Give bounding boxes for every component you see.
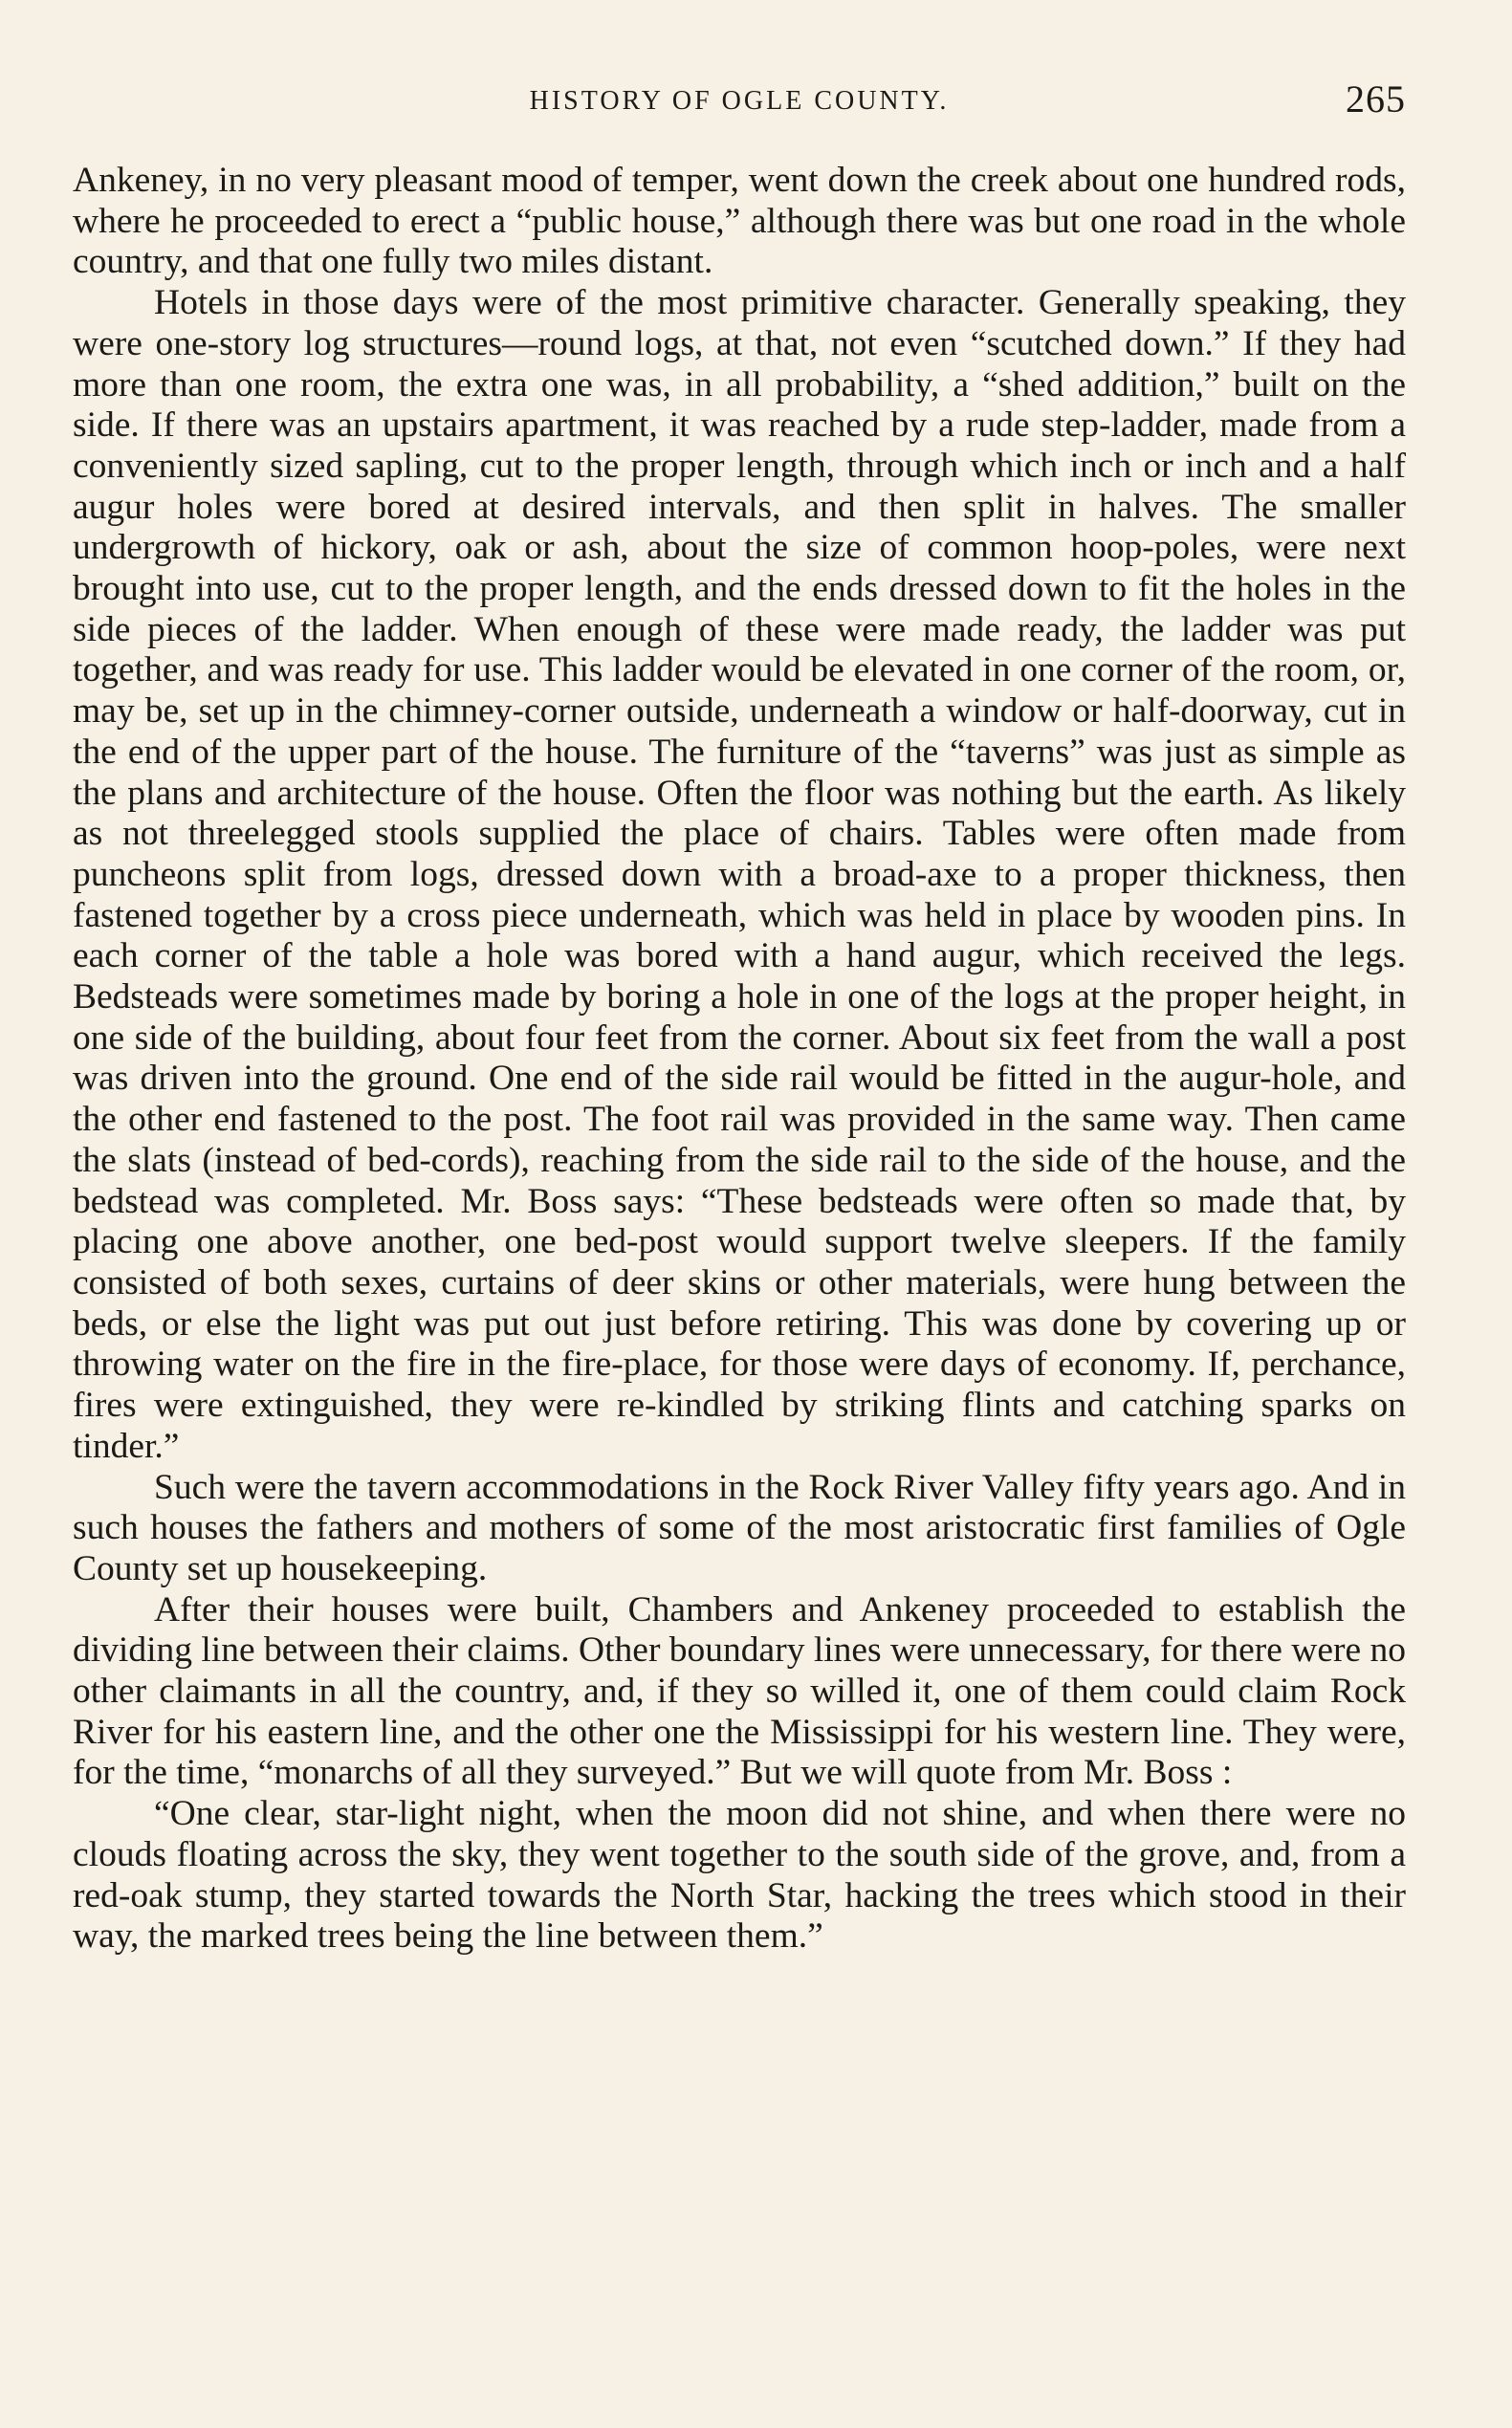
- body-text: [73, 161, 1406, 1958]
- paragraph-hotels: Hotels in those days were of the most primitive character. Generally speaking, they were one-story log structures—round logs, at that, not even “scutched down.” If they had more than one room, the extra one was, in all probability, a “shed addition,” built on the side. If there was an upstairs apartment, it was reached by a rude step-ladder, made from a conveniently sized sapling, cut to the proper length, through which inch or inch and a half augur holes were bored at desired intervals, and then split in halves. The smaller undergrowth of hickory, oak or ash, about the size of common hoop-poles, were next brought into use, cut to the proper length, and the ends dressed down to fit the holes in the side pieces of the ladder. When enough of these were made ready, the ladder was put together, and was ready for use. This ladder would be elevated in one corner of the room, or, may be, set up in the chimney-corner outside, underneath a window or half-doorway, cut in the end of the upper part of the house. The furniture of the “taverns” was just as simple as the plans and architecture of the house. Often the floor was nothing but the earth. As likely as not threelegged stools supplied the place of chairs. Tables were often made from puncheons split from logs, dressed down with a broad-axe to a proper thickness, then fastened together by a cross piece underneath, which was held in place by wooden pins. In each corner of the table a hole was bored with a hand augur, which received the legs. Bedsteads were sometimes made by boring a hole in one of the logs at the proper height, in one side of the building, about four feet from the corner. About six feet from the wall a post was driven into the ground. One end of the side rail would be fitted in the augur-hole, and the other end fastened to the post. The foot rail was provided in the same way. Then came the slats (instead of bed-cords), reaching from the side rail to the side of the house, and the bedstead was completed. Mr. Boss says: “These bedsteads were often so made that, by placing one above another, one bed-post would support twelve sleepers. If the family consisted of both sexes, curtains of deer skins or other materials, were hung between the beds, or else the light was put out just before retiring. This was done by covering up or throwing water on the fire in the fire-place, for those were days of economy. If, perchance, fires were extinguished, they were re-kindled by striking flints and catching sparks on tinder.”: [73, 283, 1406, 1466]
- paragraph-tavern-accommodations: Such were the tavern accommodations in the Rock River Valley fifty years ago. And in such houses the fathers and mothers of some of the most aristocratic first families of Ogle County set up housekeeping.: [73, 1467, 1406, 1588]
- paragraph-dividing-line: After their houses were built, Chambers and Ankeney proceeded to establish the dividing line between their claims. Other boundary lines were unnecessary, for there were no other claimants in all the country, and, if they so willed it, one of them could claim Rock River for his eastern line, and the other one the Mississippi for his western line. They were, for the time, “monarchs of all they surveyed.” But we will quote from Mr. Boss :: [73, 1589, 1406, 1793]
- running-head: [73, 77, 1406, 124]
- paragraph-quotation: “One clear, star-light night, when the moon did not shine, and when there were no clouds floating across the sky, they went together to the south side of the grove, and, from a red-oak stump, they started towards the North Star, hacking the trees which stood in their way, the marked trees being the line between them.”: [73, 1794, 1406, 1957]
- paragraph-continuation: Ankeney, in no very pleasant mood of temper, went down the creek about one hundred rods, where he proceeded to erect a “public house,” although there was but one road in the whole country, and that one fully two miles distant.: [73, 161, 1406, 282]
- running-title: HISTORY OF OGLE COUNTY.: [529, 86, 950, 116]
- page-number: 265: [1346, 77, 1406, 120]
